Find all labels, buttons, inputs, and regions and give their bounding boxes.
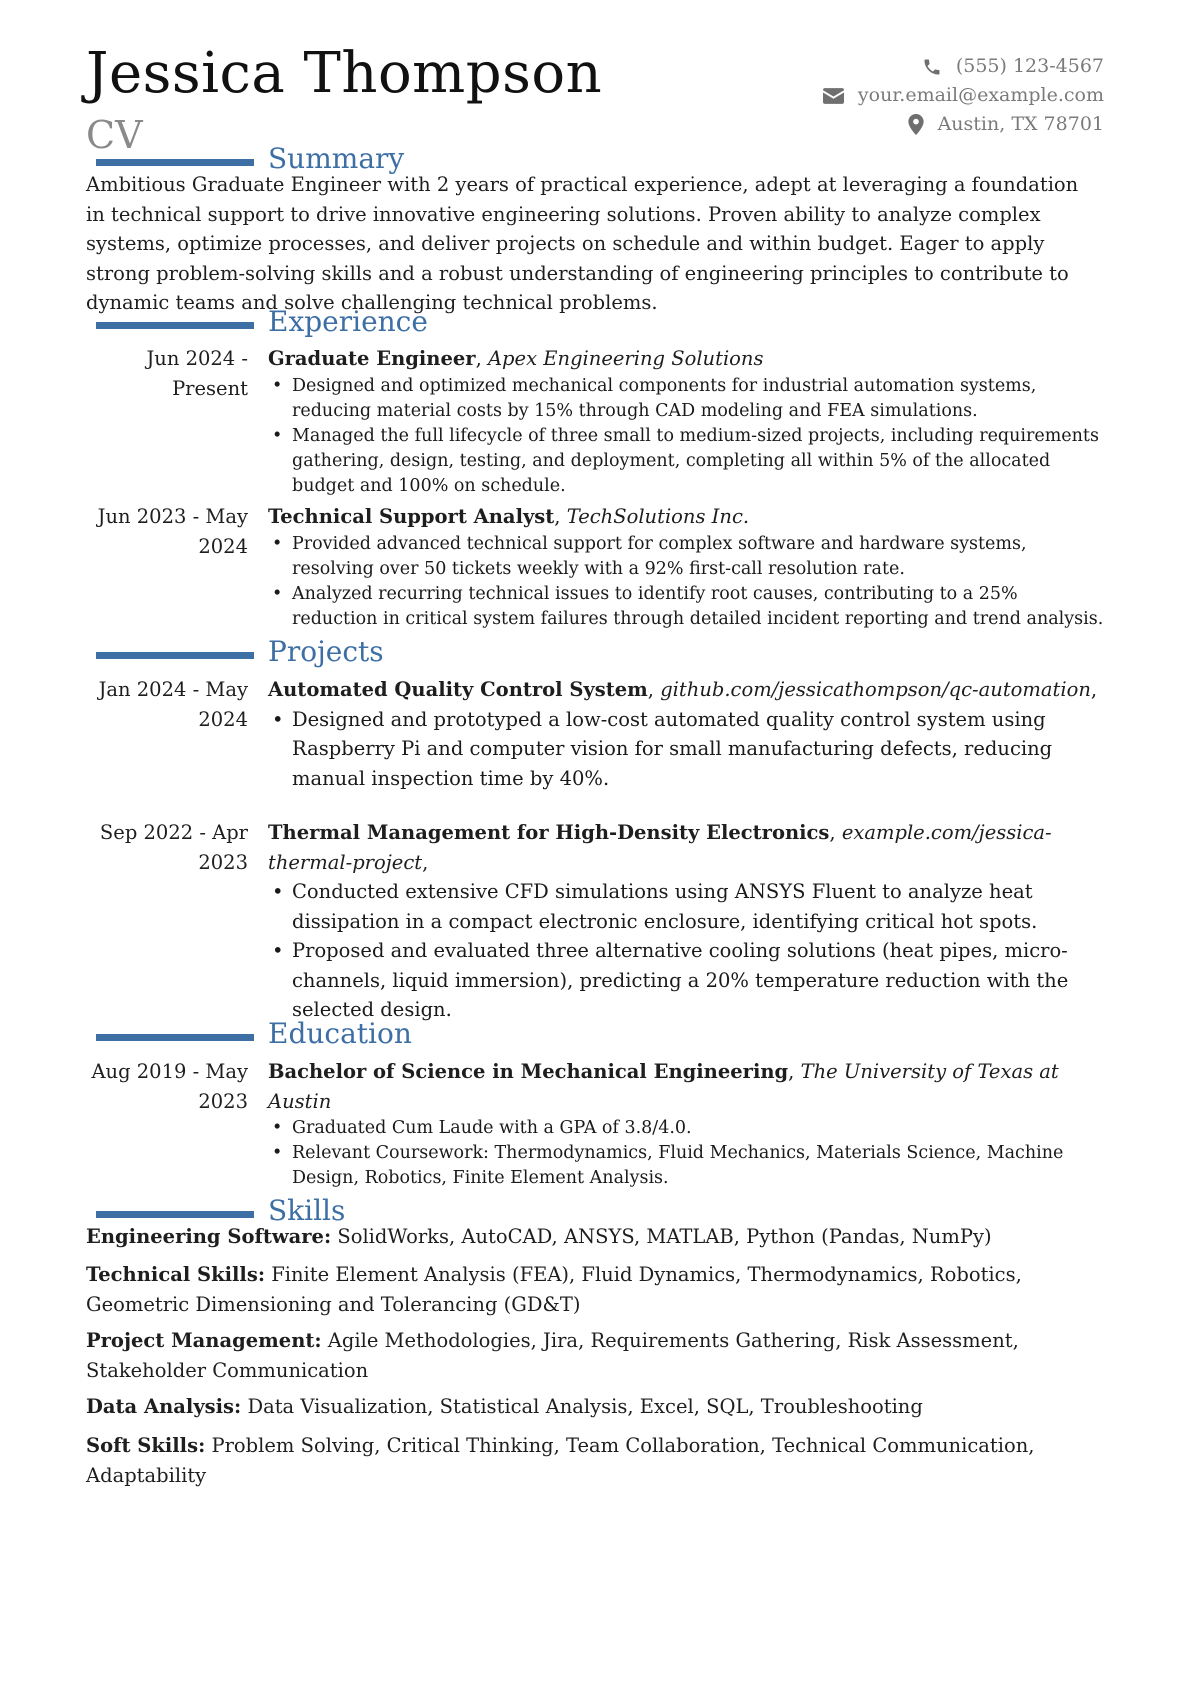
summary-text: Ambitious Graduate Engineer with 2 years of practical experience, adept at leveraging a foundation in technical support to drive innovative engineering solutions. Proven ability to analyze complex systems, optimize processes, and deliver projects on schedule and within budget. Eager to apply strong problem-solving skills and a robust understanding of engineering principles to contribute to dynamic teams and solve challenging technical problems.: [86, 173, 1079, 314]
list-item: • Managed the full lifecycle of three small to medium-sized projects, including requirements gathering, design, testing, and deployment, completing all within 5% of the allocated budget and 100% on schedule.: [268, 424, 1104, 499]
entry-heading: Graduate Engineer, Apex Engineering Solutions: [268, 347, 764, 370]
candidate-name: Jessica Thompson: [86, 41, 603, 106]
contact-email: [604, 81, 1104, 110]
project-name: Thermal Management for High-Density Electronics: [268, 821, 830, 844]
list-item: • Graduated Cum Laude with a GPA of 3.8/4.0.: [268, 1116, 1104, 1141]
contact-location: [604, 110, 1104, 139]
skill-row: [86, 1326, 1096, 1385]
skill-row: [86, 1222, 1096, 1252]
entry-heading: Thermal Management for High-Density Electronics, example.com/jessica-thermal-project,: [268, 821, 1052, 874]
list-item: • Relevant Coursework: Thermodynamics, Fluid Mechanics, Materials Science, Machine Design, Robotics, Finite Element Analysis.: [268, 1141, 1104, 1191]
skill-value: Problem Solving, Critical Thinking, Team Collaboration, Technical Communication, Adaptability: [86, 1434, 1035, 1487]
list-item: • Designed and prototyped a low-cost automated quality control system using Raspberry Pi and computer vision for small manufacturing defects, reducing manual inspection time by 40%.: [268, 705, 1104, 794]
envelope-icon: [823, 88, 844, 104]
entry-role: Graduate Engineer: [268, 347, 476, 370]
section-title: Projects: [268, 635, 384, 668]
entry-date: Jun 2023 - May 2024: [97, 505, 248, 558]
document-subtitle: CV: [86, 113, 143, 157]
degree-name: Bachelor of Science in Mechanical Engineering: [268, 1060, 789, 1083]
section-title: Education: [268, 1017, 412, 1050]
skill-label: Engineering Software:: [86, 1225, 332, 1248]
entry-bullets: [268, 705, 1104, 794]
contact-phone: [604, 52, 1104, 81]
phone-number[interactable]: (555) 123-4567: [955, 55, 1104, 77]
project-link[interactable]: github.com/jessicathompson/qc-automation: [660, 678, 1091, 701]
skill-value: Agile Methodologies, Jira, Requirements Gathering, Risk Assessment, Stakeholder Communication: [86, 1329, 1019, 1382]
contact-block: [604, 52, 1104, 139]
map-marker-icon: [908, 114, 924, 135]
entry-org: TechSolutions Inc.: [566, 505, 750, 528]
entry-heading: Automated Quality Control System, github.com/jessicathompson/qc-automation,: [268, 678, 1098, 701]
entry-role: Technical Support Analyst: [268, 505, 555, 528]
list-item: • Analyzed recurring technical issues to identify root causes, contributing to a 25% reduction in critical system failures through detailed incident reporting and trend analysis.: [268, 582, 1104, 632]
entry-heading: Bachelor of Science in Mechanical Engineering, The University of Texas at Austin: [268, 1060, 1059, 1113]
entry-bullets: [268, 374, 1104, 499]
entry-date: Aug 2019 - May 2023: [91, 1060, 248, 1113]
skill-value: SolidWorks, AutoCAD, ANSYS, MATLAB, Python (Pandas, NumPy): [337, 1225, 992, 1248]
phone-icon: [922, 57, 942, 77]
section-rule: [96, 322, 254, 329]
entry-org: Apex Engineering Solutions: [487, 347, 764, 370]
list-item: • Designed and optimized mechanical components for industrial automation systems, reducing material costs by 15% through CAD modeling and FEA simulations.: [268, 374, 1104, 424]
entry-bullets: [268, 532, 1104, 632]
project-link[interactable]: example.com/jessica-thermal-project: [268, 821, 1052, 874]
school-name: The University of Texas at Austin: [268, 1060, 1059, 1113]
skill-value: Finite Element Analysis (FEA), Fluid Dynamics, Thermodynamics, Robotics, Geometric Dimensioning and Tolerancing (GD&T): [86, 1263, 1022, 1316]
education-heading: [86, 1016, 1104, 1052]
section-title: Experience: [268, 305, 428, 338]
section-rule: [96, 1211, 254, 1218]
entry-heading: Technical Support Analyst, TechSolutions Inc.: [268, 505, 750, 528]
section-rule: [96, 1034, 254, 1041]
entry-bullets: [268, 1116, 1104, 1191]
skill-label: Data Analysis:: [86, 1395, 242, 1418]
section-title: Skills: [268, 1194, 346, 1227]
project-name: Automated Quality Control System: [268, 678, 648, 701]
skill-row: [86, 1392, 1096, 1422]
entry-date: Jun 2024 - Present: [146, 347, 248, 400]
section-rule: [96, 652, 254, 659]
skill-row: [86, 1260, 1096, 1319]
list-item: • Conducted extensive CFD simulations using ANSYS Fluent to analyze heat dissipation in a compact electronic enclosure, identifying critical hot spots.: [268, 877, 1104, 936]
list-item: • Provided advanced technical support for complex software and hardware systems, resolving over 50 tickets weekly with a 92% first-call resolution rate.: [268, 532, 1104, 582]
location-text: Austin, TX 78701: [937, 113, 1104, 135]
skill-row: [86, 1431, 1096, 1490]
entry-date: Sep 2022 - Apr 2023: [99, 821, 248, 874]
entry-date: Jan 2024 - May 2024: [98, 678, 248, 731]
skill-label: Soft Skills:: [86, 1434, 206, 1457]
email-address[interactable]: your.email@example.com: [857, 84, 1104, 106]
skill-value: Data Visualization, Statistical Analysis, Excel, SQL, Troubleshooting: [247, 1395, 923, 1418]
list-item: • Proposed and evaluated three alternative cooling solutions (heat pipes, micro-channels, liquid immersion), predicting a 20% temperature reduction with the selected design.: [268, 936, 1104, 1025]
skill-label: Technical Skills:: [86, 1263, 266, 1286]
experience-heading: [86, 304, 1104, 340]
section-rule: [96, 159, 254, 166]
section-title: Summary: [268, 142, 405, 175]
skill-label: Project Management:: [86, 1329, 322, 1352]
entry-bullets: [268, 877, 1104, 1025]
projects-heading: [86, 634, 1104, 670]
